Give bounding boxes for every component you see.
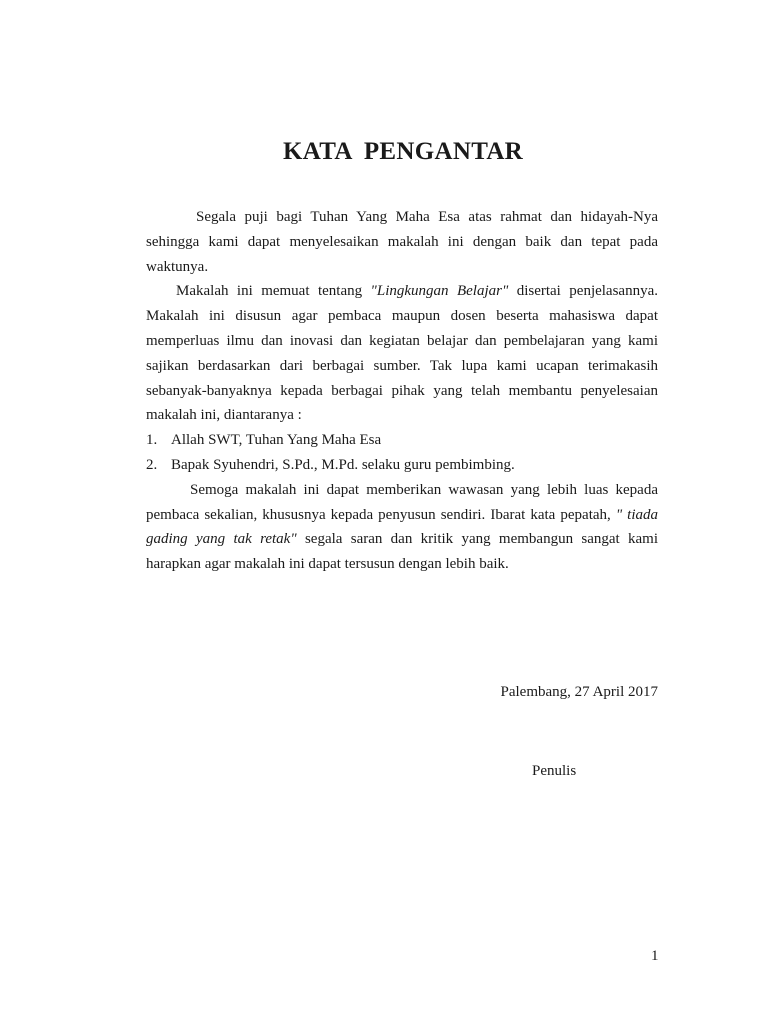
- signature-place-date: Palembang, 27 April 2017: [500, 684, 658, 700]
- paragraph-closing-lead: Semoga makalah ini dapat memberikan wawasan yang lebih luas kepada pembaca sekalian, khususnya kepada penyusun sendiri. Ibarat kata pepatah,: [146, 481, 658, 523]
- proverb: " tiada gading yang tak retak": [146, 506, 658, 548]
- paragraph-content-lead: Makalah ini memuat tentang: [176, 283, 371, 300]
- paragraph-content-rest: disertai penjelasannya. Makalah ini disusun agar pembaca maupun dosen beserta mahasiswa dapat memperluas ilmu dan inovasi dan kegiatan belajar dan pembelajaran yang kami sajikan berdasarkan dari berbagai sumber. Tak lupa kami ucapan terimakasih sebanyak-banyaknya kepada berbagai pihak yang telah membantu penyelesaian makalah ini, diantaranya :: [146, 283, 658, 424]
- list-item-number: 1.: [146, 432, 158, 449]
- list-item-text: Bapak Syuhendri, S.Pd., M.Pd. selaku guru pembimbing.: [171, 456, 515, 473]
- page-title: KATA PENGANTAR: [282, 138, 524, 165]
- paragraph-closing: [146, 478, 658, 577]
- document-body: [146, 205, 658, 577]
- list-item-number: 2.: [146, 456, 158, 473]
- paragraph-closing-rest: segala saran dan kritik yang membangun sangat kami harapkan agar makalah ini dapat tersusun dengan lebih baik.: [146, 531, 658, 573]
- list-item: [146, 428, 658, 453]
- topic-title: "Lingkungan Belajar": [370, 283, 509, 300]
- paragraph-content: [146, 279, 658, 428]
- acknowledgement-list: [146, 428, 658, 478]
- paragraph-opening: Segala puji bagi Tuhan Yang Maha Esa atas rahmat dan hidayah-Nya sehingga kami dapat menyelesaikan makalah ini dengan baik dan tepat pada waktunya.: [146, 209, 658, 275]
- page-number: 1: [651, 948, 659, 964]
- signature-author: Penulis: [532, 763, 577, 779]
- list-item-text: Allah SWT, Tuhan Yang Maha Esa: [171, 432, 382, 449]
- list-item: [146, 453, 658, 478]
